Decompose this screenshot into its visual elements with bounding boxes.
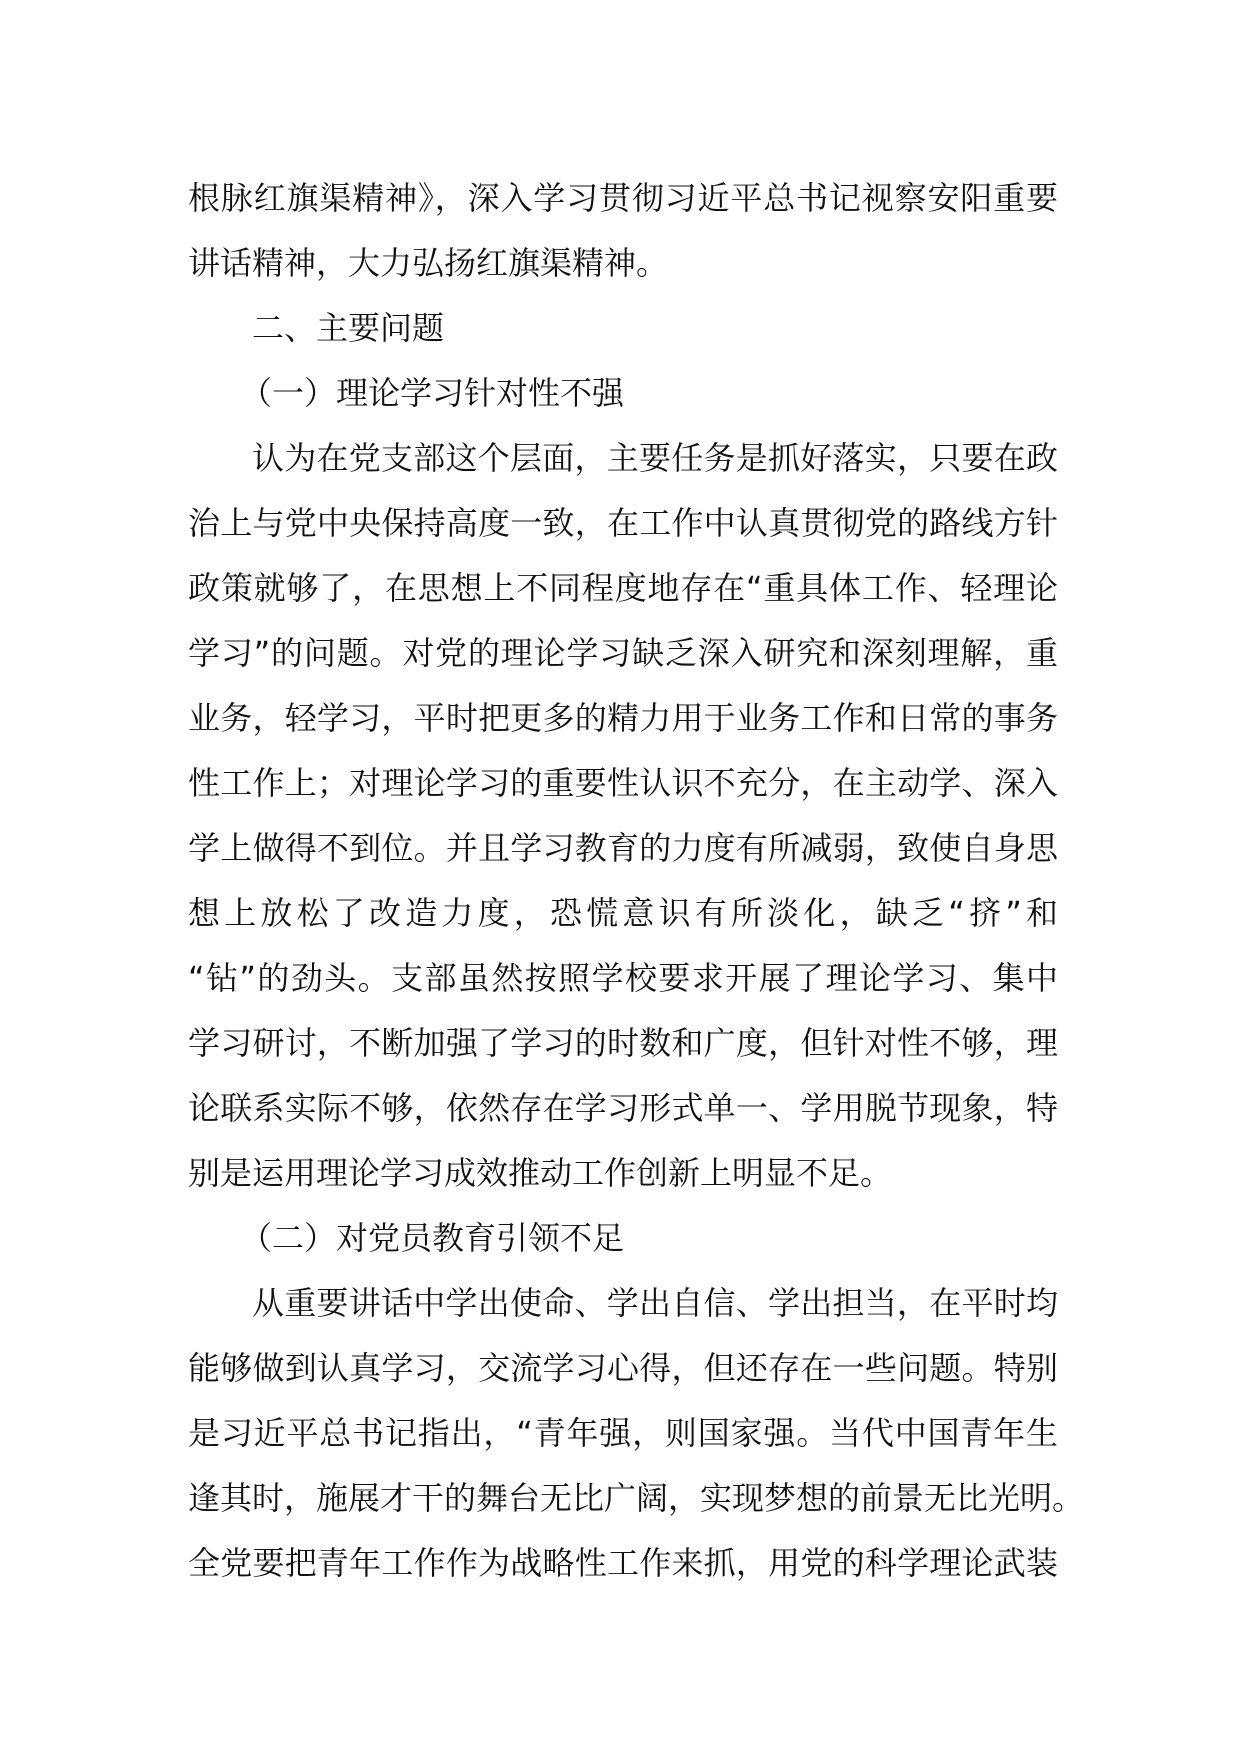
paragraph-line: 业务，轻学习，平时把更多的精力用于业务工作和日常的事务 bbox=[188, 699, 1058, 737]
subsection-heading: （二）对党员教育引领不足 bbox=[240, 1219, 625, 1257]
paragraph-line: 学习研讨，不断加强了学习的时数和广度，但针对性不够，理 bbox=[188, 1024, 1058, 1062]
document-page bbox=[188, 166, 1085, 1596]
paragraph-line: 想上放松了改造力度，恐慌意识有所淡化，缺乏“挤”和 bbox=[188, 894, 1058, 932]
paragraph-line: 学习”的问题。对党的理论学习缺乏深入研究和深刻理解，重 bbox=[188, 634, 1058, 672]
paragraph-line: 从重要讲话中学出使命、学出自信、学出担当，在平时均 bbox=[252, 1284, 1058, 1322]
paragraph-line: 性工作上；对理论学习的重要性认识不充分，在主动学、深入 bbox=[188, 764, 1058, 802]
paragraph-line: “钻”的劲头。支部虽然按照学校要求开展了理论学习、集中 bbox=[188, 959, 1058, 997]
paragraph-line: 是习近平总书记指出，“青年强，则国家强。当代中国青年生 bbox=[188, 1414, 1058, 1452]
paragraph-line: 论联系实际不够，依然存在学习形式单一、学用脱节现象，特 bbox=[188, 1089, 1058, 1127]
paragraph-line: 别是运用理论学习成效推动工作创新上明显不足。 bbox=[188, 1154, 893, 1192]
paragraph-line: 能够做到认真学习，交流学习心得，但还存在一些问题。特别 bbox=[188, 1349, 1058, 1387]
paragraph-line: 逢其时，施展才干的舞台无比广阔，实现梦想的前景无比光明。 bbox=[188, 1479, 1085, 1517]
paragraph-line: 政策就够了，在思想上不同程度地存在“重具体工作、轻理论 bbox=[188, 569, 1058, 607]
section-heading: 二、主要问题 bbox=[252, 309, 445, 347]
subsection-heading: （一）理论学习针对性不强 bbox=[240, 374, 625, 412]
paragraph-line: 根脉红旗渠精神》，深入学习贯彻习近平总书记视察安阳重要 bbox=[188, 179, 1058, 217]
paragraph-line: 认为在党支部这个层面，主要任务是抓好落实，只要在政 bbox=[252, 439, 1058, 477]
paragraph-line: 讲话精神，大力弘扬红旗渠精神。 bbox=[188, 244, 669, 282]
paragraph-line: 全党要把青年工作作为战略性工作来抓，用党的科学理论武装 bbox=[188, 1544, 1058, 1582]
paragraph-line: 治上与党中央保持高度一致，在工作中认真贯彻党的路线方针 bbox=[188, 504, 1058, 542]
paragraph-line: 学上做得不到位。并且学习教育的力度有所减弱，致使自身思 bbox=[188, 829, 1058, 867]
